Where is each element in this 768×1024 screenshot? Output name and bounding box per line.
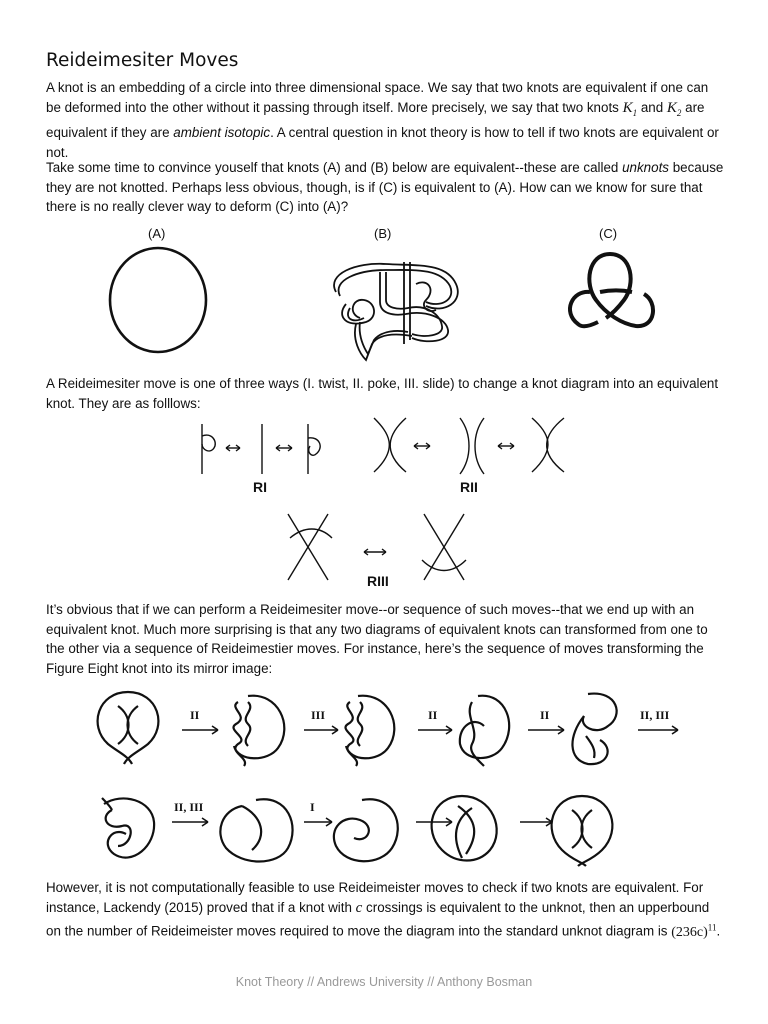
unknots-term: unknots — [622, 160, 669, 175]
intro-paragraph-1 — [46, 78, 726, 162]
math-k2: $K_2$ — [666, 99, 682, 118]
math-c: c — [355, 899, 363, 916]
knot-a-unknot — [104, 244, 214, 364]
knot-b-complex-unknot — [316, 244, 476, 364]
and-text: and — [637, 99, 667, 115]
knot-c-trefoil — [560, 244, 660, 344]
seq-arrow-label-5: II, III — [640, 708, 670, 722]
riii-label: RIII — [367, 573, 389, 589]
figure-eight-sequence-row-1 — [88, 686, 688, 776]
intro-text-c: . A central question in knot theory is how to tell if two knots are equivalent or not. — [46, 125, 719, 160]
knot-a-label: (A) — [148, 226, 166, 241]
intro-text-a: A knot is an embedding of a circle into three dimensional space. We say that two knots are equivalent if one can be deformed into the other without it passing through itself. More precisely, we say that two knots — [46, 80, 709, 115]
seq-arrow-label-2: III — [311, 708, 326, 722]
knot-b-label: (B) — [374, 226, 392, 241]
ambient-isotopic-term: ambient isotopic — [173, 125, 271, 140]
seq-arrow-label-7: I — [310, 800, 315, 814]
ri-label: RI — [253, 479, 267, 495]
intro-paragraph-2: Take some time to convince youself that knots (A) and (B) below are equivalent--these are called unknots because they are not knotted. Perhaps less obvious, though, is if (C) is equivalent to (A). How can we know for sure that there is no really clever way to deform (C) into (A)? — [46, 160, 724, 214]
sequence-intro: It’s obvious that if we can perform a Reideimesiter move--or sequence of such moves--that we end up with an equivalent knot. Much more surprising is that any two diagrams of equivalent knots can transformed from one to the other via a sequence of Reideimestier moves. For instance, here’s the sequence of moves transforming the Figure Eight knot into its mirror image: — [46, 602, 708, 676]
moves-intro: A Reideimesiter move is one of three ways (I. twist, II. poke, III. slide) to change a knot diagram into an equivalent knot. They are as folllows: — [46, 376, 719, 411]
closing-paragraph: However, it is not computationally feasible to use Reideimeister moves to check if two knots are equivalent. For instance, Lackendy (2015) proved that if a knot with c crossings is equivalent to the unknot, then an upperbound on the number of Reideimeister moves required to move the diagram into the standard unknot diagram is $(236c)^{11}$. — [46, 880, 721, 940]
intro-text-b: are equivalent if they are — [46, 99, 705, 140]
math-bound: $(236c)^{11}$ — [671, 922, 717, 940]
reidemeister-move-2-diagram — [368, 412, 568, 482]
rii-label: RII — [460, 479, 478, 495]
seq-arrow-label-1: II — [190, 708, 200, 722]
seq-arrow-label-3: II — [428, 708, 438, 722]
knot-c-label: (C) — [599, 226, 618, 241]
seq-arrow-label-4: II — [540, 708, 550, 722]
reidemeister-move-1-diagram — [196, 418, 336, 478]
page-footer: Knot Theory // Andrews University // Anthony Bosman — [235, 975, 533, 989]
math-k1: $K_1$ — [622, 99, 638, 118]
page-title: Reideimesiter Moves — [46, 50, 239, 71]
seq-arrow-label-6: II, III — [174, 800, 204, 814]
